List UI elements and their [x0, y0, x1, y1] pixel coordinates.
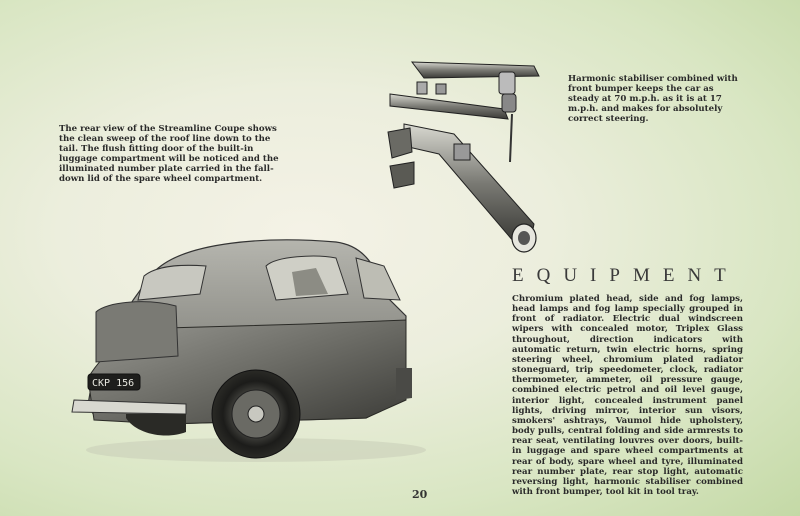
equipment-heading: EQUIPMENT [512, 265, 739, 286]
equipment-text: Chromium plated head, side and fog lamps, head lamps and fog lamp specially grouped in front of radiator. Electric dual windscreen wipers with concealed motor, Triplex Glass throughout, direction indicators with automatic return, twin electric horns, spring steering wheel, chromium plated radiator stoneguard, trip speedometer, clock, radiator thermometer, ammeter, oil pressure gauge, combined electric petrol and oil level gauge, interior light, concealed instrument panel lights, driving mirror, interior sun visors, smokers' ashtrays, Vaumol hide upholstery, body pulls, central folding and side armrests to rear seat, ventilating louvres over doors, built-in luggage and spare wheel compartments at rear of body, spare wheel and tyre, illuminated rear number plate, rear stop light, automatic reversing light, harmonic stabiliser combined with front bumper, tool kit in tool tray. [512, 294, 743, 497]
caption-stabiliser: Harmonic stabiliser combined with front bumper keeps the car as steady at 70 m.p.h. as it is at 17 m.p.h. and makes for absolutely correct steering. [568, 74, 738, 124]
page-number: 20 [412, 488, 428, 501]
number-plate: CKP 156 [92, 378, 135, 389]
caption-rear-view: The rear view of the Streamline Coupe shows the clean sweep of the roof line down to the tail. The flush fitting door of the built-in luggage compartment will be noticed and the illuminated number plate carried in the fall-down lid of the spare wheel compartment. [59, 124, 279, 184]
car-illustration [66, 228, 426, 468]
